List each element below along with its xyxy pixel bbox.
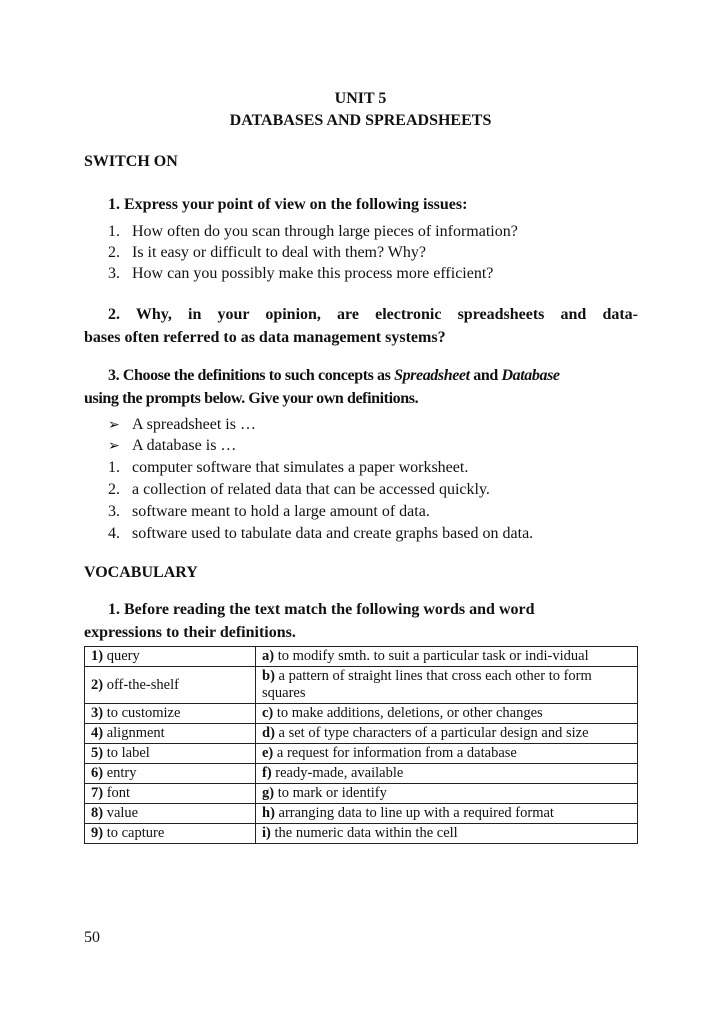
vocab-task1-prompt: 1. Before reading the text match the following words and word expressions to their definitions. [84,601,535,641]
task1-list [108,222,648,288]
definition-text: a pattern of straight lines that cross each other to form squares [262,668,592,701]
term-word: to capture [103,825,165,841]
definition-cell [256,824,638,844]
task-number: 3. [108,367,120,384]
task2-prompt: 2. Why, in your opinion, are electronic spreadsheets and data- bases often referred to as data management systems? [84,306,639,346]
vocabulary-table [84,646,638,844]
definition-cell [256,744,638,764]
term-number: 1) [91,648,104,664]
term-cell [85,744,256,764]
task1-prompt [108,193,467,216]
definition-letter: h) [262,805,275,821]
switch-on-heading: SWITCH ON [84,153,178,170]
definition-letter: c) [262,705,274,721]
definition-cell [256,647,638,667]
arrow-bullet-icon: ➢ [108,439,120,454]
table-row [85,824,638,844]
list-item: ➢ A spreadsheet is … [108,415,256,436]
term-cell [85,704,256,724]
vocabulary-heading: VOCABULARY [84,564,198,581]
term-spreadsheet: Spreadsheet [394,367,470,384]
term-cell [85,647,256,667]
definition-text: a set of type characters of a particular design and size [274,725,589,741]
definition-text: a request for information from a database [273,745,517,761]
table-row [85,804,638,824]
task3-prompt: 3. Choose the definitions to such concepts as Spreadsheet and Database using the prompts below. Give your own definitions. [84,367,560,407]
term-number: 6) [91,765,104,781]
term-cell [85,724,256,744]
definition-text: to make additions, deletions, or other changes [273,705,543,721]
list-item: 3. How can you possibly make this process more efficient? [108,265,494,282]
table-row [85,724,638,744]
definition-cell [256,804,638,824]
definition-text: to mark or identify [274,785,387,801]
definition-text: the numeric data within the cell [270,825,458,841]
task-number: 1. [108,196,120,213]
page-number: 50 [84,929,100,946]
term-cell [85,824,256,844]
term-number: 8) [91,805,104,821]
term-database: Database [501,367,560,384]
list-item: 4. software used to tabulate data and create graphs based on data. [108,525,534,542]
definition-letter: a) [262,648,275,664]
term-number: 7) [91,785,104,801]
term-number: 3) [91,705,104,721]
table-row [85,667,638,704]
term-word: entry [103,765,137,781]
task-text: Express your point of view on the following issues: [124,196,468,213]
definition-letter: i) [262,825,271,841]
definition-cell [256,784,638,804]
definition-cell [256,764,638,784]
definition-letter: f) [262,765,272,781]
term-cell [85,764,256,784]
definition-cell [256,724,638,744]
term-word: to customize [103,705,181,721]
table-row [85,744,638,764]
definition-text: to modify smth. to suit a particular task or indi-vidual [274,648,589,664]
term-number: 9) [91,825,104,841]
arrow-bullet-icon: ➢ [108,418,120,433]
term-word: off-the-shelf [103,676,179,693]
term-word: query [103,648,140,664]
task3-list [108,415,648,545]
table-row [85,764,638,784]
definition-letter: d) [262,725,275,741]
definition-letter: e) [262,745,274,761]
list-item: 2. Is it easy or difficult to deal with them? Why? [108,244,426,261]
list-item: 1. computer software that simulates a paper worksheet. [108,459,469,476]
term-word: to label [103,745,150,761]
table-row [85,704,638,724]
term-cell [85,784,256,804]
list-item: ➢ A database is … [108,436,236,457]
table-row [85,647,638,667]
task-number: 1. [108,601,120,618]
term-number: 4) [91,725,104,741]
term-cell [85,667,256,704]
list-item: 3. software meant to hold a large amount of data. [108,503,430,520]
list-item: 2. a collection of related data that can be accessed quickly. [108,481,490,498]
term-word: value [103,805,139,821]
unit-number: UNIT 5 [334,90,387,107]
term-number: 5) [91,745,104,761]
list-item: 1. How often do you scan through large pieces of information? [108,223,518,240]
definition-text: ready-made, available [271,765,404,781]
term-word: font [103,785,131,801]
task-number: 2. [108,306,120,323]
term-number: 2) [91,676,104,693]
term-cell [85,804,256,824]
page-title: DATABASES AND SPREADSHEETS [229,112,492,129]
definition-cell [256,704,638,724]
definition-cell [256,667,638,704]
table-row [85,784,638,804]
term-word: alignment [103,725,165,741]
definition-text: arranging data to line up with a required format [274,805,554,821]
definition-letter: b) [262,668,275,684]
definition-letter: g) [262,785,275,801]
